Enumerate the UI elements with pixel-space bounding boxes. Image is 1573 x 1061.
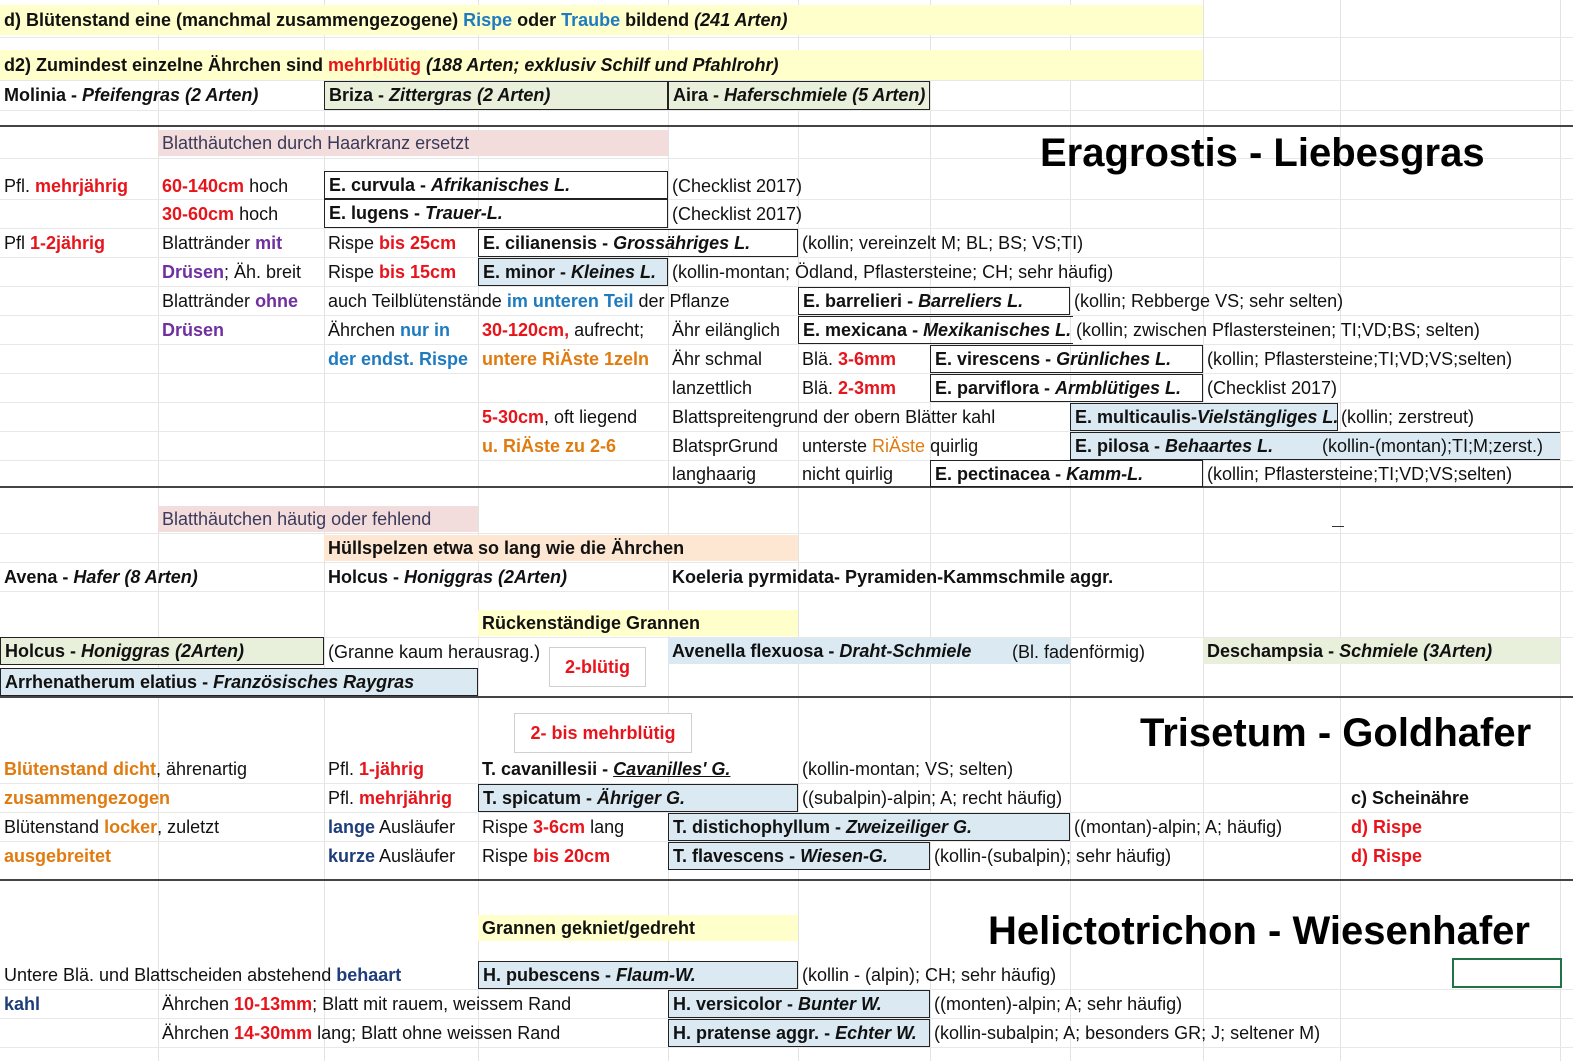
species-mexicana[interactable] [798,316,1073,344]
u-riaste-cell[interactable]: u. RiÄste zu 2-6 [482,436,617,456]
common-name: Kamm-L. [1066,464,1144,484]
row-divider [0,591,1573,592]
separator: - [1149,436,1166,456]
label: unterste [802,436,873,456]
blattspreiten-cell[interactable]: Blattspreitengrund der obern Blätter kahl [672,407,996,427]
selected-cell[interactable] [1452,958,1562,988]
label: Untere Blä. und Blattscheiden abstehend [4,965,337,985]
genus-name: Holcus [328,567,389,587]
value: behaart [336,965,402,985]
ahrchen-cell[interactable] [158,1020,560,1046]
note-cell[interactable]: ((montan)-alpin; A; häufig) [1074,817,1283,837]
blutenstand-dicht[interactable] [0,756,247,782]
size: 30-60cm [162,204,235,224]
side-rispe[interactable]: d) Rispe [1351,846,1423,866]
header-line-2-text: d2) Zumindest einzelne Ährchen sind [4,55,329,75]
separator: - [1191,407,1198,427]
nicht-quirlig-cell[interactable]: nicht quirlig [802,464,894,484]
unit: hoch [234,204,279,224]
common-name: Vielstängliges L. [1197,407,1339,427]
note-cell[interactable]: (kollin-(subalpin); sehr häufig) [934,846,1172,866]
genus-name: Arrhenatherum elatius [5,672,198,692]
side-rispe[interactable]: d) Rispe [1351,817,1423,837]
genus-arrhenatherum[interactable] [0,668,478,696]
column-divider [478,0,479,1061]
label: ; Blatt mit rauem, weissem Rand [312,994,572,1014]
separator: - [415,175,432,195]
hullspelzen-header[interactable]: Hüllspelzen etwa so lang wie die Ährchen [324,535,798,561]
pfl-mehrjahrig[interactable] [324,785,452,811]
separator: - [1050,464,1067,484]
separator: - [1040,349,1057,369]
note-cell[interactable]: (kollin-(montan);TI;M;zerst.) [1322,436,1544,456]
ruckenstandige-header[interactable]: Rückenständige Grannen [478,610,798,636]
separator: - [782,994,799,1014]
header-line-1-text: d) Blütenstand eine (manchmal zusammengezogene) [4,10,464,30]
ahrchen-cell[interactable] [158,991,571,1017]
note-cell[interactable]: (kollin; Pflastersteine;TI;VD;VS;selten) [1207,349,1513,369]
species-name: H. versicolor [673,994,783,1014]
genus-holcus[interactable] [324,564,567,590]
common-name: Draht-Schmiele [839,641,972,661]
eragrostis-title: Eragrostis - Liebesgras [1040,131,1485,175]
zweiblutig-comment[interactable]: 2-blütig [549,647,646,687]
column-divider [798,0,799,1061]
note-cell[interactable]: (Checklist 2017) [672,176,803,196]
common-name: Haferschmiele (5 Arten) [724,85,926,105]
size-cell[interactable] [158,201,278,227]
genus-koeleria[interactable]: Koeleria pyrmidata- Pyramiden-Kammschmile aggr. [672,567,1114,587]
drusen-cell[interactable] [158,259,301,285]
note-cell[interactable]: (kollin; zwischen Pflastersteinen; TI;VD;BS; selten) [1076,320,1480,340]
unit: hoch [244,176,289,196]
value: 3-6cm [533,817,586,837]
genus-deschampsia[interactable] [1203,638,1560,664]
drusen-cell[interactable]: Drüsen [162,320,225,340]
size: 60-140cm [162,176,245,196]
row-divider [0,286,1573,287]
mehrblutig-label: mehrblütig [328,55,422,75]
species-name: E. multicaulis [1075,407,1192,427]
untere-bla-cell[interactable] [0,962,401,988]
species-virescens[interactable] [930,345,1203,373]
avenella-note[interactable]: (Bl. fadenförmig) [1012,642,1146,662]
trisetum-title: Trisetum - Goldhafer [1140,711,1532,755]
common-name: Behaartes L. [1165,436,1274,456]
label: lang [585,817,625,837]
header-line-2[interactable] [0,50,1203,80]
label: Pfl. [328,788,360,808]
label: Rispe [482,817,534,837]
value: im unteren Teil [506,291,634,311]
section-separator [0,879,1573,881]
value: bis 15cm [379,262,457,282]
genus-name: Molinia [4,85,66,105]
separator: - [197,672,214,692]
separator: - [65,641,82,661]
common-name: Ähriger G. [597,788,686,808]
species-count-2: (188 Arten; exklusiv Schilf und Pfahlrohr) [421,55,779,75]
common-name: Barreliers L. [918,291,1024,311]
common-name: Flaum-W. [616,965,696,985]
common-name: Wiesen-G. [800,846,888,866]
separator: - [784,846,801,866]
row-divider [0,257,1573,258]
value: mehrjährig [35,176,129,196]
common-name: Cavanilles' G. [613,759,731,779]
note-cell[interactable]: (kollin - (alpin); CH; sehr häufig) [802,965,1057,985]
label: Ährchen [162,994,235,1014]
row-divider [0,1047,1573,1048]
row-divider [0,562,1573,563]
value: mit [255,233,283,253]
size-cell[interactable] [478,317,644,343]
label: Blattränder [162,291,256,311]
label: Rispe [482,846,534,866]
common-name: Honiggras (2Arten) [81,641,245,661]
value: nur in [400,320,451,340]
note-cell[interactable]: (Checklist 2017) [1207,378,1338,398]
separator: - [1323,641,1340,661]
species-spicatum[interactable] [478,784,798,812]
label: lang; Blatt ohne weissen Rand [312,1023,561,1043]
rispe-label: Rispe [463,10,513,30]
label: Pfl [4,233,31,253]
traube-label: Traube [561,10,621,30]
label: Ausläufer [375,846,456,866]
stray-dash [1332,526,1344,527]
value: lange [328,817,376,837]
pfl-1jahrig[interactable] [324,756,424,782]
row-divider [0,199,1573,200]
common-name: Französisches Raygras [213,672,415,692]
label: Ährchen [162,1023,235,1043]
note-cell[interactable]: ((monten)-alpin; A; sehr häufig) [934,994,1183,1014]
pfl-mehrjahrig[interactable] [0,173,128,199]
size: 30-120cm, [482,320,570,340]
species-name: E. minor [483,262,556,282]
common-name: Honiggras (2Arten) [404,567,568,587]
label: ; Äh. breit [224,262,302,282]
common-name: Trauer-L. [425,203,503,223]
label: Rispe [328,233,380,253]
genus-name: Deschampsia [1207,641,1324,661]
species-count: (241 Arten) [694,10,788,30]
header-bildend: bildend [620,10,695,30]
genus-name: Briza [329,85,374,105]
label: Pfl. [4,176,36,196]
separator: - [555,262,572,282]
value: locker [104,817,158,837]
separator: - [907,320,924,340]
separator: - [373,85,390,105]
species-distichophyllum[interactable] [668,813,1070,841]
genus-aira[interactable] [668,81,930,110]
section-separator [0,125,1573,127]
common-name: Grossähriges L. [613,233,751,253]
blatthautchen-hautig-header[interactable]: Blatthäutchen häutig oder fehlend [158,506,478,532]
column-divider [668,0,669,1061]
label: Pfl. [328,759,360,779]
species-name: E. virescens [935,349,1041,369]
note-cell[interactable]: (kollin; zerstreut) [1341,407,1475,427]
row-divider [0,315,1573,316]
lanzettlich-cell[interactable]: lanzettlich [672,378,753,398]
separator: - [823,641,840,661]
kurze-auslaufer[interactable] [324,843,455,869]
separator: - [388,567,405,587]
label: , oft liegend [544,407,638,427]
rispe-cell[interactable] [478,814,624,840]
label: der Pflanze [633,291,730,311]
value: mehrjährig [359,788,453,808]
species-name: T. spicatum [483,788,582,808]
row-divider [0,344,1573,345]
common-name: Zittergras (2 Arten) [389,85,551,105]
separator: - [600,965,617,985]
note-cell[interactable]: (kollin; Rebberge VS; sehr selten) [1074,291,1344,311]
species-name: H. pubescens [483,965,601,985]
common-name: Afrikanisches L. [431,175,571,195]
species-curvula[interactable] [324,171,668,199]
bla-cell[interactable] [798,375,896,401]
rispe-cell[interactable] [478,843,610,869]
species-name: E. pectinacea [935,464,1051,484]
mehrblutig-comment[interactable]: 2- bis mehrblütig [514,713,692,753]
column-divider [1560,0,1561,1061]
common-name: Armblütiges L. [1055,378,1182,398]
species-name: E. lugens [329,203,410,223]
quirlig-cell[interactable] [798,433,978,459]
note-cell[interactable]: (kollin-montan; Ödland, Pflastersteine; CH; sehr häufig) [672,262,1114,282]
species-cilianensis[interactable] [478,229,798,257]
species-name: T. flavescens [673,846,785,866]
pfl-1-2jahrig[interactable] [0,230,105,256]
separator: - [830,817,847,837]
separator: - [581,788,598,808]
separator: - [902,291,919,311]
note-cell[interactable]: (kollin; vereinzelt M; BL; BS; VS;TI) [802,233,1084,253]
size: 5-30cm [482,407,545,427]
species-name: T. cavanillesii [482,759,598,779]
species-flavescens[interactable] [668,842,930,870]
endst-rispe-cell[interactable]: der endst. Rispe [328,349,469,369]
species-name: H. pratense aggr. [673,1023,820,1043]
value: 3-6mm [838,349,897,369]
genus-name: Aira [673,85,709,105]
label: Blä. [802,349,839,369]
species-name: E. curvula [329,175,416,195]
ahrchen-nur-cell[interactable] [324,317,450,343]
value: 1-jährig [359,759,425,779]
value: 1-2jährig [30,233,106,253]
common-name: Pfeifengras (2 Arten) [82,85,259,105]
lange-auslaufer[interactable] [324,814,455,840]
separator: - [597,233,614,253]
untere-riaste-cell[interactable]: untere RiÄste 1zeln [482,349,650,369]
genus-molinia[interactable] [0,82,324,108]
blatthautchen-haarkranz-header[interactable]: Blatthäutchen durch Haarkranz ersetzt [158,130,668,156]
separator: - [66,85,82,105]
blutenstand-locker[interactable] [0,814,219,840]
species-pratense[interactable] [668,1019,930,1047]
label: Blä. [802,378,839,398]
genus-name: Avena [4,567,58,587]
side-scheinahre[interactable]: c) Scheinähre [1351,788,1470,808]
ahr-cell[interactable]: Ähr eilänglich [672,320,781,340]
species-lugens[interactable] [324,199,668,228]
size-cell[interactable] [158,173,288,199]
species-versicolor[interactable] [668,990,930,1018]
separator: - [409,203,426,223]
species-multicaulis[interactable] [1070,403,1338,431]
species-pectinacea[interactable] [930,460,1203,487]
blattrander-ohne[interactable] [158,288,298,314]
species-barrelieri[interactable] [798,287,1070,315]
separator: - [819,1023,836,1043]
bla-cell[interactable] [798,346,896,372]
separator: - [597,759,614,779]
species-name: E. cilianensis [483,233,598,253]
species-name: E. pilosa [1075,436,1150,456]
section-separator [0,696,1573,698]
size-cell[interactable] [478,404,637,430]
value: kurze [328,846,376,866]
header-conj: oder [512,10,562,30]
label: , zuletzt [157,817,220,837]
common-name: Zweizeiliger G. [846,817,973,837]
header-line-1[interactable] [0,5,1203,35]
label: quirlig [925,436,979,456]
label: Blütenstand [4,817,105,837]
label: Rispe [328,262,380,282]
zusammengezogen-cell[interactable]: zusammengezogen [4,788,171,808]
common-name: Echter W. [835,1023,917,1043]
genus-avena[interactable] [0,564,198,590]
genus-name: Avenella flexuosa [672,641,824,661]
blatsprgrund-cell[interactable]: BlatsprGrund [672,436,779,456]
langhaarig-cell[interactable]: langhaarig [672,464,757,484]
value: 10-13mm [234,994,313,1014]
common-name: Kleines L. [571,262,657,282]
value: bis 25cm [379,233,457,253]
separator: - [57,567,74,587]
rispe-cell[interactable] [324,259,456,285]
row-divider [0,110,1573,111]
label: Blattränder [162,233,256,253]
label: auch Teilblütenstände [328,291,507,311]
genus-briza[interactable] [324,81,668,110]
species-name: E. barrelieri [803,291,903,311]
value: bis 20cm [533,846,611,866]
column-divider [930,0,931,1061]
note-cell[interactable]: (Checklist 2017) [672,204,803,224]
species-name: E. parviflora [935,378,1040,398]
label: Ährchen [328,320,401,340]
value: 2-3mm [838,378,897,398]
common-name: Grünliches L. [1056,349,1172,369]
value: 14-30mm [234,1023,313,1043]
row-divider [0,533,1573,534]
blattrander-mit[interactable] [158,230,282,256]
note-cell[interactable]: (kollin; Pflastersteine;TI;VD;VS;selten) [1207,464,1513,484]
genus-holcus-2[interactable] [0,637,324,665]
species-name: E. mexicana [803,320,908,340]
note-cell[interactable]: ((subalpin)-alpin; A; recht häufig) [802,788,1063,808]
value: ohne [255,291,299,311]
label: , ährenartig [156,759,248,779]
value: RiÄste [872,436,926,456]
common-name: Mexikanisches L. [923,320,1072,340]
rispe-cell[interactable] [324,230,456,256]
label: Ausläufer [375,817,456,837]
separator: - [1039,378,1056,398]
ahr-cell[interactable]: Ähr schmal [672,349,763,369]
row-divider [0,373,1573,374]
species-cavanillesii[interactable] [478,756,730,782]
granne-note[interactable]: (Granne kaum herausrag.) [328,642,541,662]
species-pubescens[interactable] [478,961,798,989]
species-minor[interactable] [478,258,668,286]
value: Drüsen [162,262,225,282]
teilbluten-cell[interactable] [324,288,730,314]
kahl-cell[interactable]: kahl [4,994,41,1014]
note-cell[interactable]: (kollin-subalpin; A; besonders GR; J; seltener M) [934,1023,1321,1043]
species-parviflora[interactable] [930,374,1203,402]
row-divider [0,37,1573,38]
common-name: Schmiele (3Arten) [1339,641,1493,661]
helictotrichon-title: Helictotrichon - Wiesenhafer [988,909,1530,953]
note-cell[interactable]: (kollin-montan; VS; selten) [802,759,1014,779]
ausgebreitet-cell[interactable]: ausgebreitet [4,846,112,866]
common-name: Hafer (8 Arten) [73,567,198,587]
label: aufrecht; [569,320,645,340]
value: Blütenstand dicht [4,759,156,779]
common-name: Bunter W. [798,994,882,1014]
grannen-header[interactable]: Grannen gekniet/gedreht [478,915,798,941]
separator: - [708,85,725,105]
species-name: T. distichophyllum [673,817,831,837]
genus-name: Holcus [5,641,66,661]
